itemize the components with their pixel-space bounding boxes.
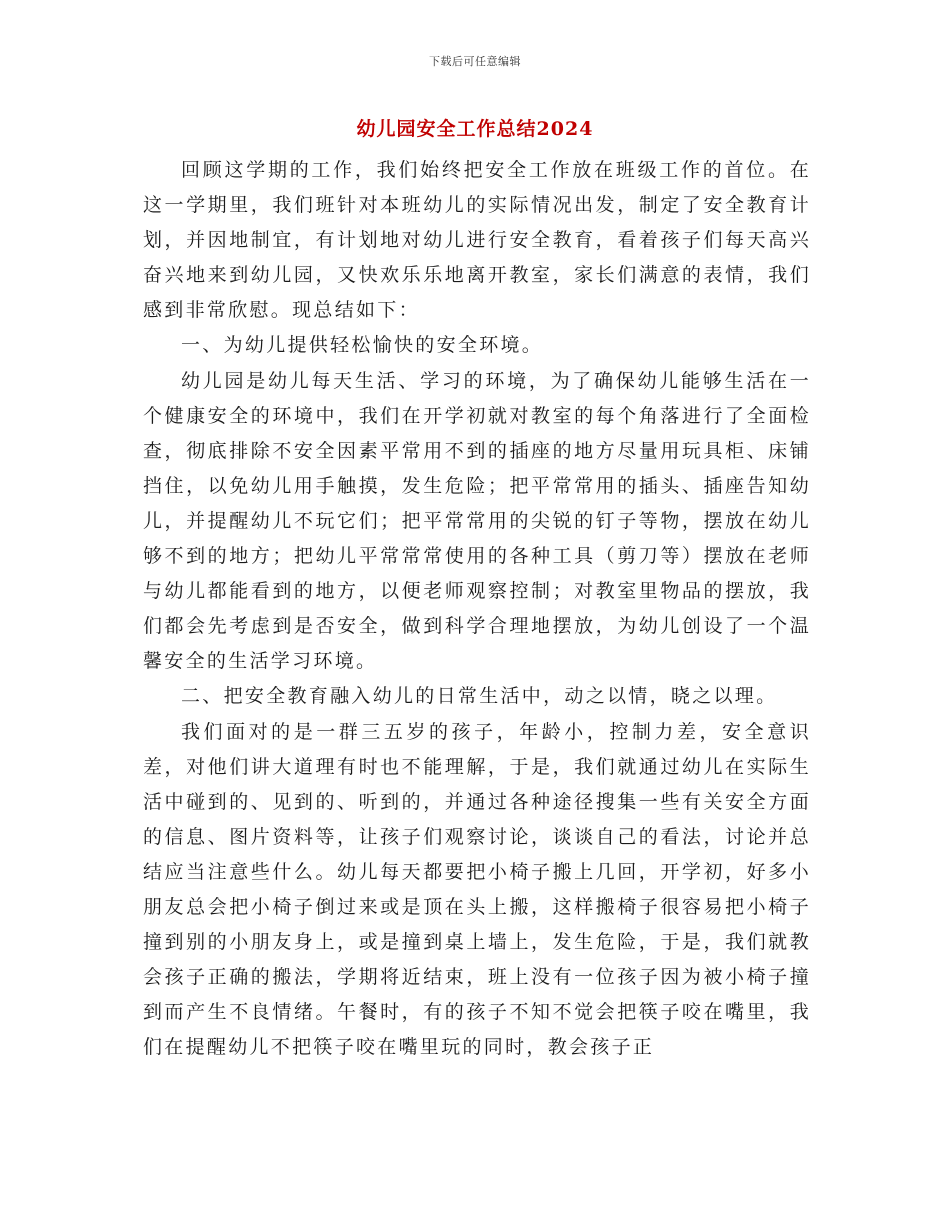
document-title: 幼儿园安全工作总结2024 — [356, 118, 594, 140]
paragraph-intro: 回顾这学期的工作，我们始终把安全工作放在班级工作的首位。在这一学期里，我们班针对本班幼儿的实际情况出发，制定了安全教育计划，并因地制宜，有计划地对幼儿进行安全教育，看着孩子们每天高兴奋兴地来到幼儿园，又快欢乐乐地离开教室，家长们满意的表情，我们感到非常欣慰。现总结如下： — [143, 159, 811, 322]
section-heading-2: 二、把安全教育融入幼儿的日常生活中，动之以情，晓之以理。 — [181, 685, 778, 708]
header-note: 下载后可任意编辑 — [429, 55, 521, 68]
section-heading-1: 一、为幼儿提供轻松愉快的安全环境。 — [181, 334, 544, 357]
paragraph-daily-life: 我们面对的是一群三五岁的孩子，年龄小，控制力差，安全意识差，对他们讲大道理有时也不能理解，于是，我们就通过幼儿在实际生活中碰到的、见到的、听到的，并通过各种途径搜集一些有关安全方面的信息、图片资料等，让孩子们观察讨论，谈谈自己的看法，讨论并总结应当注意些什么。幼儿每天都要把小椅子搬上几回，开学初，好多小朋友总会把小椅子倒过来或是顶在头上搬，这样搬椅子很容易把小椅子撞到别的小朋友身上，或是撞到桌上墙上，发生危险，于是，我们就教会孩子正确的搬法，学期将近结束，班上没有一位孩子因为被小椅子撞到而产生不良情绪。午餐时，有的孩子不知不觉会把筷子咬在嘴里，我们在提醒幼儿不把筷子咬在嘴里玩的同时，教会孩子正 — [143, 720, 811, 1059]
paragraph-environment: 幼儿园是幼儿每天生活、学习的环境，为了确保幼儿能够生活在一个健康安全的环境中，我们在开学初就对教室的每个角落进行了全面检查，彻底排除不安全因素平常用不到的插座的地方尽量用玩具柜、床铺挡住，以免幼儿用手触摸，发生危险；把平常常用的插头、插座告知幼儿，并提醒幼儿不玩它们；把平常常用的尖锐的钉子等物，摆放在幼儿够不到的地方；把幼儿平常常常使用的各种工具（剪刀等）摆放在老师与幼儿都能看到的地方，以便老师观察控制；对教室里物品的摆放，我们都会先考虑到是否安全，做到科学合理地摆放，为幼儿创设了一个温馨安全的生活学习环境。 — [143, 369, 811, 673]
document-body — [143, 153, 811, 1065]
